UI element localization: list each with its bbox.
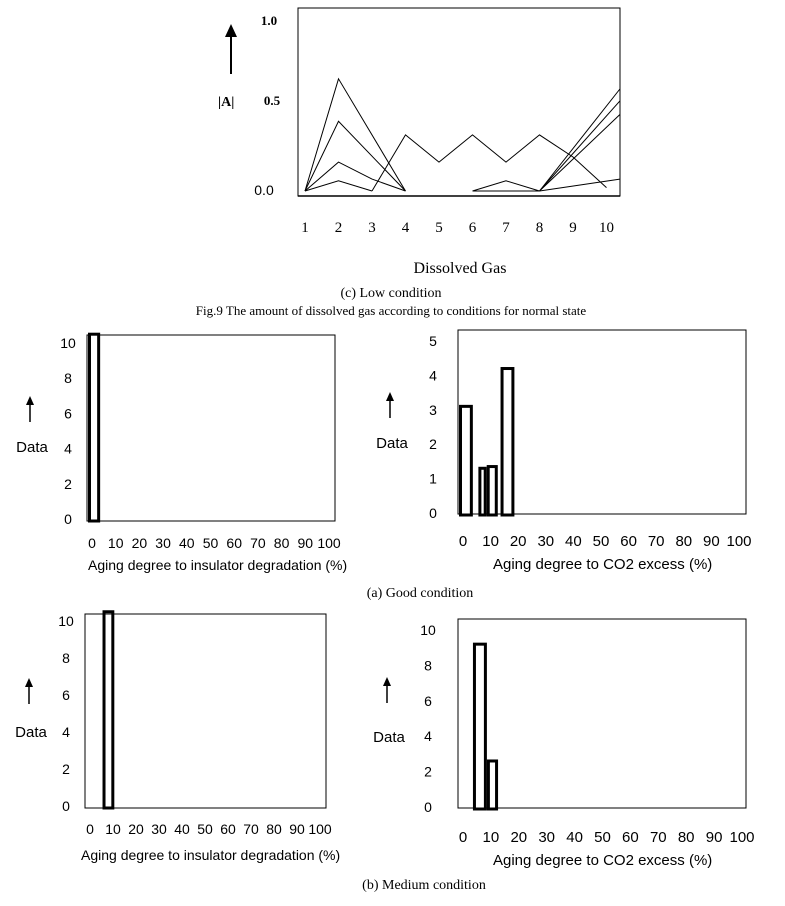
y-tick-label: 2 xyxy=(424,763,432,780)
y-axis-label: Data xyxy=(373,729,405,746)
x-tick-label: 30 xyxy=(155,535,171,551)
x-tick-label: 50 xyxy=(594,829,611,846)
x-tick-label: 100 xyxy=(726,533,752,550)
x-tick-label: 40 xyxy=(565,533,582,550)
x-axis-label: Aging degree to insulator degradation (%) xyxy=(88,557,348,573)
series-lines xyxy=(305,79,620,191)
x-tick-label: 20 xyxy=(509,533,527,550)
y-axis-label: Data xyxy=(376,435,408,452)
plot-frame xyxy=(298,8,620,196)
y-tick-label: 4 xyxy=(429,367,437,384)
y-tick-label: 8 xyxy=(424,657,432,674)
x-tick-label: 0 xyxy=(458,533,468,550)
x-tick-label: 50 xyxy=(592,533,610,550)
up-arrow-icon xyxy=(383,677,391,703)
x-tick-label: 30 xyxy=(538,829,556,846)
x-tick-label: 7 xyxy=(502,220,510,236)
x-tick-label: 30 xyxy=(151,821,167,837)
x-tick-label: 80 xyxy=(266,821,282,837)
x-tick-label: 2 xyxy=(334,220,343,236)
y-tick-label: 3 xyxy=(429,401,437,418)
y-tick-label: 0 xyxy=(424,799,432,815)
series-line xyxy=(473,181,540,191)
x-tick-label: 70 xyxy=(243,821,259,837)
y-tick-label: 4 xyxy=(62,724,70,740)
y-tick-label: 4 xyxy=(424,728,432,745)
x-tick-label: 60 xyxy=(220,821,236,837)
series-line xyxy=(540,179,620,191)
y-tick-label: 0.5 xyxy=(263,93,281,108)
x-tick-label: 100 xyxy=(729,829,755,846)
x-tick-label: 90 xyxy=(705,829,723,846)
bar-chart-medium-insulator xyxy=(15,612,340,863)
y-tick-label: 6 xyxy=(62,687,70,703)
y-tick-label: 0 xyxy=(62,798,70,814)
up-arrow-icon xyxy=(26,396,34,422)
caption-good-condition: (a) Good condition xyxy=(366,586,474,601)
x-tick-label: 5 xyxy=(435,220,443,236)
series-line xyxy=(305,121,406,191)
series-line xyxy=(372,135,607,191)
series-line xyxy=(540,101,620,191)
y-axis-label: |A| xyxy=(218,95,235,110)
series-line xyxy=(540,115,620,192)
y-tick-label: 2 xyxy=(429,436,437,453)
x-axis-label: Dissolved Gas xyxy=(413,260,507,277)
x-tick-label: 80 xyxy=(675,533,693,550)
y-tick-label: 0 xyxy=(429,505,437,521)
plot-frame xyxy=(85,614,326,808)
series-line xyxy=(540,89,620,191)
y-tick-label: 2 xyxy=(62,761,70,777)
x-tick-label: 10 xyxy=(482,829,500,846)
up-arrow-icon xyxy=(25,678,33,704)
x-tick-label: 80 xyxy=(273,535,290,551)
x-tick-label: 8 xyxy=(535,220,544,236)
y-tick-label: 10 xyxy=(60,335,76,351)
x-tick-label: 100 xyxy=(308,821,332,837)
y-tick-label: 0 xyxy=(64,511,72,527)
x-axis-label: Aging degree to insulator degradation (%) xyxy=(81,847,341,863)
y-tick-label: 10 xyxy=(420,622,436,638)
y-tick-label: 8 xyxy=(62,650,70,666)
x-tick-label: 3 xyxy=(368,220,376,236)
bar xyxy=(480,468,485,515)
x-tick-label: 70 xyxy=(647,533,665,550)
x-tick-label: 60 xyxy=(620,533,637,550)
x-tick-label: 100 xyxy=(317,535,341,551)
up-arrow-icon xyxy=(225,24,237,74)
bar-chart-medium-co2 xyxy=(373,619,754,869)
y-tick-label: 2 xyxy=(64,475,72,492)
bar xyxy=(474,644,485,809)
series-line xyxy=(305,79,406,191)
y-tick-label: 10 xyxy=(58,613,74,629)
y-tick-label: 4 xyxy=(64,440,72,457)
x-tick-label: 0 xyxy=(88,535,96,551)
bar xyxy=(488,467,496,515)
bar xyxy=(104,612,113,808)
x-tick-label: 90 xyxy=(289,821,305,837)
y-tick-label: 1 xyxy=(429,470,437,487)
y-axis-label: Data xyxy=(15,724,47,741)
x-tick-label: 0 xyxy=(458,829,468,846)
x-tick-label: 20 xyxy=(131,535,148,551)
x-tick-label: 50 xyxy=(202,535,219,551)
x-tick-label: 10 xyxy=(599,220,614,236)
x-tick-label: 40 xyxy=(174,821,190,837)
x-tick-label: 20 xyxy=(510,829,528,846)
x-tick-label: 0 xyxy=(86,821,94,837)
y-tick-label: 8 xyxy=(64,370,72,387)
x-tick-labels xyxy=(301,220,614,236)
x-tick-label: 30 xyxy=(537,533,555,550)
x-tick-label: 10 xyxy=(107,535,124,551)
x-tick-label: 90 xyxy=(297,535,314,551)
bar xyxy=(461,406,472,515)
x-tick-label: 90 xyxy=(703,533,720,550)
bar xyxy=(90,334,99,521)
y-tick-label: 5 xyxy=(429,333,437,349)
x-tick-label: 50 xyxy=(197,821,213,837)
x-tick-label: 10 xyxy=(105,821,121,837)
caption-low-condition: (c) Low condition xyxy=(340,286,442,301)
x-axis-label: Aging degree to CO2 excess (%) xyxy=(493,852,713,869)
y-axis-label: Data xyxy=(16,439,48,456)
y-tick-label: 6 xyxy=(64,405,72,422)
plot-frame xyxy=(87,335,335,521)
bar xyxy=(502,369,513,515)
line-chart-low-condition xyxy=(218,8,620,277)
x-axis-label: Aging degree to CO2 excess (%) xyxy=(493,556,713,573)
plot-frame xyxy=(458,619,746,808)
x-tick-label: 70 xyxy=(250,535,266,551)
y-tick-label: 6 xyxy=(424,692,432,709)
x-tick-label: 1 xyxy=(301,220,309,236)
bar-chart-good-insulator xyxy=(16,334,347,573)
x-tick-label: 6 xyxy=(468,220,477,236)
y-tick-labels xyxy=(254,13,280,198)
caption-medium-condition: (b) Medium condition xyxy=(362,878,486,893)
bar xyxy=(488,761,496,809)
figure-9-caption: Fig.9 The amount of dissolved gas according to conditions for normal state xyxy=(195,303,587,318)
y-tick-label: 1.0 xyxy=(260,13,278,28)
x-tick-label: 40 xyxy=(179,535,195,551)
x-tick-label: 20 xyxy=(128,821,144,837)
x-tick-label: 10 xyxy=(482,533,499,550)
up-arrow-icon xyxy=(386,392,394,418)
x-tick-label: 60 xyxy=(622,829,639,846)
x-tick-label: 4 xyxy=(401,220,410,236)
x-tick-label: 9 xyxy=(569,220,577,236)
x-tick-label: 80 xyxy=(677,829,695,846)
y-tick-label: 0.0 xyxy=(254,182,274,198)
x-tick-label: 60 xyxy=(226,535,242,551)
x-tick-label: 40 xyxy=(566,829,583,846)
x-tick-label: 70 xyxy=(649,829,667,846)
bar-chart-good-co2 xyxy=(376,330,751,573)
